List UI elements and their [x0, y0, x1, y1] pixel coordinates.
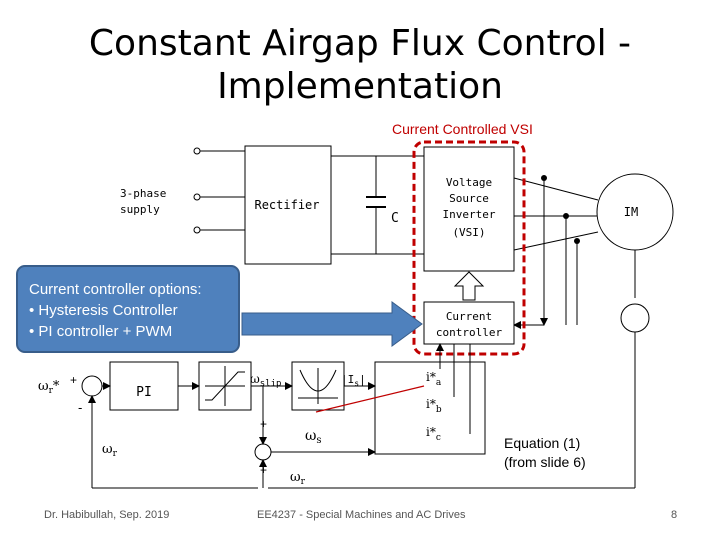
equation-note-line2: (from slide 6): [504, 454, 586, 470]
equation-note: [504, 434, 586, 472]
slide-title-line2: Implementation: [217, 66, 503, 107]
omega-s-symbol: ω: [305, 428, 317, 444]
callout-arrow: [242, 302, 422, 346]
omega-r-symbol: ω: [290, 470, 301, 485]
freq-sum-plus-bottom: +: [260, 463, 268, 477]
motor-label: IM: [623, 205, 639, 219]
frequency-sum-junction: [255, 444, 271, 460]
i-b-label: i*: [426, 397, 436, 411]
current-controlled-vsi-label: Current Controlled VSI: [392, 121, 533, 137]
current-controller-label-1: Current: [445, 310, 493, 323]
callout-item-pi-pwm: • PI controller + PWM: [29, 323, 173, 340]
is-mag-end: |: [359, 373, 366, 386]
callout-item-hysteresis: • Hysteresis Controller: [29, 302, 178, 319]
speed-sum-minus: -: [78, 400, 83, 415]
vsi-label-4: (VSI): [452, 226, 486, 239]
vsi-label-1: Voltage: [445, 176, 493, 189]
omega-slip-symbol: ω: [250, 372, 260, 386]
slide-title-line1: Constant Airgap Flux Control -: [88, 23, 632, 64]
pi-label: PI: [136, 385, 152, 400]
is-mag-label: |I: [341, 373, 355, 386]
i-a-sub: a: [435, 378, 442, 388]
is-mag-sub: s: [354, 379, 360, 388]
i-c-label: i*: [426, 425, 436, 439]
rectifier-label: Rectifier: [254, 198, 320, 212]
current-controller-label-2: controller: [435, 326, 503, 339]
svg-text:ωr: [102, 442, 118, 459]
freq-sum-plus-top: +: [260, 417, 268, 431]
svg-text:ωr*: [38, 379, 60, 396]
equation-note-line1: Equation (1): [504, 435, 581, 451]
capacitor-label: C: [391, 211, 399, 226]
i-c-sub: c: [435, 433, 441, 443]
supply-label-2: supply: [120, 203, 160, 216]
controller-options-callout: [16, 265, 240, 353]
omega-slip-sub: slip: [259, 379, 282, 389]
svg-text:ωs: [305, 428, 322, 446]
ref-speed-symbol: ω: [38, 379, 49, 394]
ref-speed-sub: r: [48, 386, 53, 396]
vsi-label-3: Inverter: [442, 208, 496, 221]
callout-heading: Current controller options:: [29, 281, 202, 298]
supply-label-1: 3-phase: [120, 187, 167, 200]
footer-page-number: 8: [671, 509, 678, 521]
supply-terminals: [194, 148, 200, 233]
speed-sum-plus: +: [70, 373, 78, 387]
speed-feedback-sub: r: [112, 449, 117, 459]
omega-s-sub: s: [316, 435, 322, 446]
i-b-sub: b: [435, 405, 442, 415]
svg-text:ωr: [290, 470, 306, 487]
i-a-label: i*: [426, 370, 436, 384]
footer-course: EE4237 - Special Machines and AC Drives: [257, 509, 466, 521]
controller-to-vsi-arrow: [455, 272, 483, 300]
capacitor-symbol: [366, 197, 386, 207]
speed-sum-junction: [82, 376, 102, 396]
footer-author: Dr. Habibullah, Sep. 2019: [44, 509, 170, 521]
omega-r-sub: r: [300, 477, 305, 487]
vsi-label-2: Source: [449, 192, 489, 205]
ref-speed-suffix: *: [52, 379, 60, 394]
speed-feedback-symbol: ω: [102, 442, 113, 457]
